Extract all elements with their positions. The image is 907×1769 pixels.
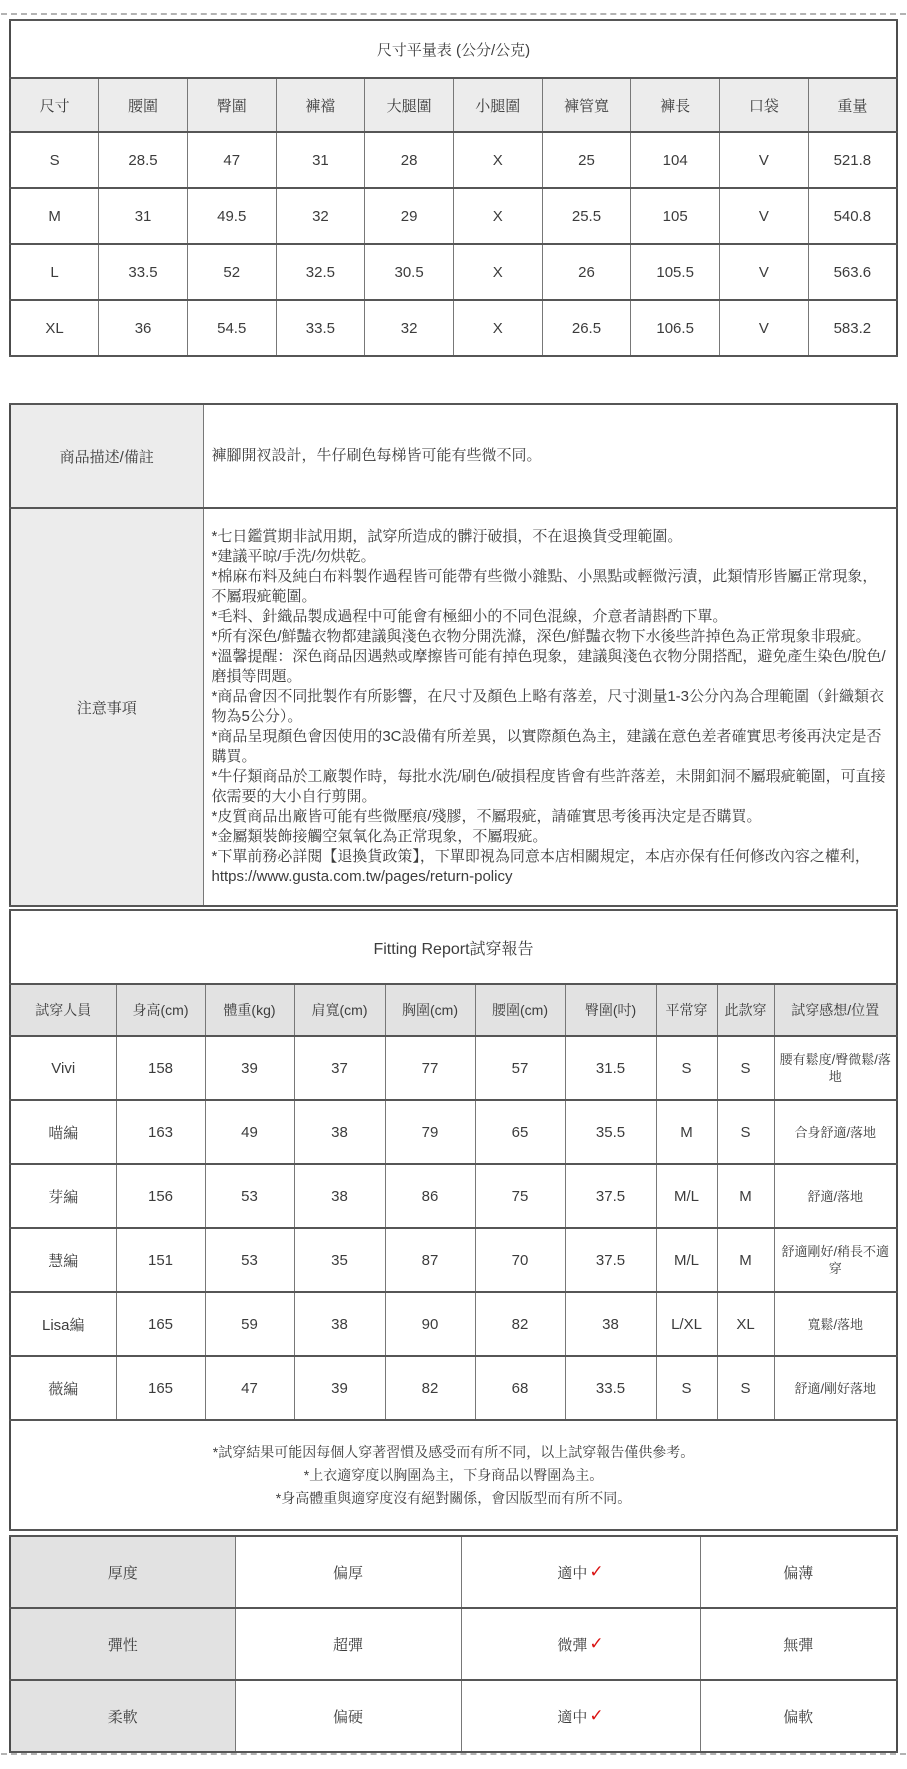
fitting-cell: 90 <box>385 1292 475 1356</box>
fitting-cell: M/L <box>656 1164 717 1228</box>
size-cell: V <box>720 244 809 300</box>
fitting-cell: 33.5 <box>565 1356 656 1420</box>
size-cell: 583.2 <box>808 300 897 356</box>
fitting-cell: 165 <box>116 1356 205 1420</box>
attribute-option <box>235 1608 461 1680</box>
notice-line: *所有深色/鮮豔衣物都建議與淺色衣物分開洗滌，深色/鮮豔衣物下水後些許掉色為正常現象非瑕疵。 <box>211 628 871 645</box>
size-cell: 106.5 <box>631 300 720 356</box>
size-cell: 31 <box>276 132 365 188</box>
size-cell: V <box>720 188 809 244</box>
fitting-feel-cell: 合身舒適/落地 <box>774 1100 897 1164</box>
notice-label: 注意事項 <box>10 508 203 906</box>
product-size-chart-page <box>0 13 907 1755</box>
size-column-header: 大腿圍 <box>365 78 454 132</box>
attribute-option-label: 偏厚 <box>332 1564 363 1582</box>
attribute-option-label: 超彈 <box>332 1636 363 1654</box>
fitting-cell: 82 <box>475 1292 565 1356</box>
size-table-row <box>10 188 897 244</box>
size-column-header: 臀圍 <box>187 78 276 132</box>
fitting-cell: S <box>656 1036 717 1100</box>
size-cell: 521.8 <box>808 132 897 188</box>
attribute-option-label: 偏硬 <box>332 1708 363 1726</box>
check-icon: ✓ <box>589 1633 604 1653</box>
fitting-cell: 37.5 <box>565 1164 656 1228</box>
fitting-cell: 68 <box>475 1356 565 1420</box>
top-divider <box>1 13 906 15</box>
size-column-header: 口袋 <box>720 78 809 132</box>
size-cell: 52 <box>187 244 276 300</box>
notice-line: *溫馨提醒：深色商品因遇熱或摩擦皆可能有掉色現象，建議與淺色衣物分開搭配，避免產生染色/脫色/磨損等問題。 <box>211 648 886 685</box>
fitting-cell: 57 <box>475 1036 565 1100</box>
size-measurement-table <box>9 19 898 357</box>
product-description-row <box>10 404 897 508</box>
fitting-cell: Vivi <box>10 1036 116 1100</box>
notice-line: *下單前務必詳閱【退換貨政策】，下單即視為同意本店相關規定，本店亦保有任何修改內容之權利， <box>211 848 870 865</box>
fitting-table-body <box>10 1036 897 1420</box>
fitting-cell: 65 <box>475 1100 565 1164</box>
fitting-cell: 156 <box>116 1164 205 1228</box>
fitting-cell: 芽編 <box>10 1164 116 1228</box>
size-cell: X <box>453 300 542 356</box>
size-cell: M <box>10 188 99 244</box>
fitting-cell: 53 <box>205 1164 294 1228</box>
size-cell: X <box>453 244 542 300</box>
size-table-header-row <box>10 78 897 132</box>
attribute-table <box>9 1535 898 1753</box>
size-cell: 105 <box>631 188 720 244</box>
check-icon: ✓ <box>589 1561 604 1581</box>
fitting-cell: 薇編 <box>10 1356 116 1420</box>
size-cell: 26 <box>542 244 631 300</box>
size-table-row <box>10 244 897 300</box>
size-cell: 49.5 <box>187 188 276 244</box>
fitting-cell: 163 <box>116 1100 205 1164</box>
attribute-row <box>10 1536 897 1608</box>
size-table-body <box>10 132 897 356</box>
fitting-table-row <box>10 1228 897 1292</box>
product-description-label: 商品描述/備註 <box>10 404 203 508</box>
fitting-cell: 75 <box>475 1164 565 1228</box>
attribute-row <box>10 1608 897 1680</box>
fitting-cell: 38 <box>294 1292 385 1356</box>
bottom-divider <box>1 1753 906 1755</box>
fitting-cell: 35 <box>294 1228 385 1292</box>
size-cell: 36 <box>99 300 188 356</box>
size-cell: 540.8 <box>808 188 897 244</box>
attribute-option-label: 微彈 <box>557 1636 588 1654</box>
fitting-column-header: 身高(cm) <box>116 984 205 1036</box>
attribute-table-body <box>10 1536 897 1752</box>
fitting-column-header: 胸圍(cm) <box>385 984 475 1036</box>
attribute-option <box>461 1680 700 1752</box>
size-cell: 54.5 <box>187 300 276 356</box>
size-cell: 105.5 <box>631 244 720 300</box>
size-column-header: 褲管寬 <box>542 78 631 132</box>
attribute-option-label: 適中 <box>557 1564 588 1582</box>
notice-line: *牛仔類商品於工廠製作時，每批水洗/刷色/破損程度皆會有些許落差，未開釦洞不屬瑕疵範圍，可直接依需要的大小自行剪開。 <box>211 768 886 805</box>
fitting-feel-cell: 腰有鬆度/臀微鬆/落地 <box>774 1036 897 1100</box>
size-column-header: 小腿圍 <box>453 78 542 132</box>
fitting-column-header: 臀圍(吋) <box>565 984 656 1036</box>
description-line: 褲腳開衩設計，牛仔刷色每梯皆可能有些微不同。 <box>211 447 542 464</box>
fitting-cell: 38 <box>294 1100 385 1164</box>
attribute-option <box>235 1536 461 1608</box>
fitting-feel-cell: 舒適/落地 <box>774 1164 897 1228</box>
fitting-cell: Lisa編 <box>10 1292 116 1356</box>
attribute-option-label: 偏軟 <box>783 1708 814 1726</box>
size-cell: 29 <box>365 188 454 244</box>
fitting-table-row <box>10 1164 897 1228</box>
fitting-cell: 49 <box>205 1100 294 1164</box>
content-sheet <box>9 19 898 1753</box>
notice-line: *棉麻布料及純白布料製作過程皆可能帶有些微小雜點、小黑點或輕微污漬，此類情形皆屬正常現象，不屬瑕疵範圍。 <box>211 568 878 605</box>
fitting-cell: 70 <box>475 1228 565 1292</box>
size-column-header: 重量 <box>808 78 897 132</box>
fitting-footnotes <box>10 1420 897 1530</box>
fitting-cell: 39 <box>294 1356 385 1420</box>
fitting-cell: 87 <box>385 1228 475 1292</box>
size-cell: 33.5 <box>276 300 365 356</box>
size-cell: V <box>720 132 809 188</box>
size-cell: 25 <box>542 132 631 188</box>
fitting-cell: S <box>717 1100 774 1164</box>
fitting-cell: 82 <box>385 1356 475 1420</box>
fitting-feel-cell: 舒適剛好/稍長不適穿 <box>774 1228 897 1292</box>
attribute-option-label: 適中 <box>557 1708 588 1726</box>
fitting-footnote: *身高體重與適穿度沒有絕對關係，會因版型而有所不同。 <box>275 1489 632 1506</box>
size-cell: 32 <box>276 188 365 244</box>
fitting-table-row <box>10 1292 897 1356</box>
size-column-header: 褲襠 <box>276 78 365 132</box>
fitting-cell: XL <box>717 1292 774 1356</box>
fitting-cell: 47 <box>205 1356 294 1420</box>
fitting-cell: L/XL <box>656 1292 717 1356</box>
notice-line: *建議平晾/手洗/勿烘乾。 <box>211 548 376 565</box>
fitting-column-header: 平常穿 <box>656 984 717 1036</box>
size-cell: 28.5 <box>99 132 188 188</box>
size-table-row <box>10 300 897 356</box>
attribute-label: 柔軟 <box>10 1680 235 1752</box>
fitting-column-header: 此款穿 <box>717 984 774 1036</box>
attribute-option <box>461 1536 700 1608</box>
attribute-option <box>461 1608 700 1680</box>
attribute-option-label: 無彈 <box>783 1636 814 1654</box>
size-cell: 32.5 <box>276 244 365 300</box>
fitting-cell: 79 <box>385 1100 475 1164</box>
attribute-option-label: 偏薄 <box>783 1564 814 1582</box>
fitting-cell: S <box>717 1036 774 1100</box>
fitting-footnote: *試穿結果可能因每個人穿著習慣及感受而有所不同，以上試穿報告僅供參考。 <box>212 1443 695 1460</box>
fitting-footnotes-row <box>10 1420 897 1530</box>
fitting-report-table <box>9 909 898 1531</box>
fitting-cell: 慧編 <box>10 1228 116 1292</box>
size-cell: S <box>10 132 99 188</box>
fitting-table-title-row <box>10 910 897 984</box>
size-cell: L <box>10 244 99 300</box>
size-cell: XL <box>10 300 99 356</box>
attribute-label: 厚度 <box>10 1536 235 1608</box>
description-notice-table <box>9 403 898 907</box>
fitting-table-row <box>10 1100 897 1164</box>
fitting-cell: 53 <box>205 1228 294 1292</box>
size-table-title-row <box>10 20 897 78</box>
fitting-cell: M <box>656 1100 717 1164</box>
fitting-cell: M <box>717 1164 774 1228</box>
notice-line: *金屬類裝飾接觸空氣氧化為正常現象，不屬瑕疵。 <box>211 828 548 845</box>
size-cell: V <box>720 300 809 356</box>
attribute-option <box>700 1608 897 1680</box>
fitting-cell: 37.5 <box>565 1228 656 1292</box>
fitting-table-row <box>10 1036 897 1100</box>
fitting-cell: S <box>717 1356 774 1420</box>
notice-content <box>203 508 897 906</box>
attribute-option <box>235 1680 461 1752</box>
attribute-option <box>700 1536 897 1608</box>
fitting-cell: 38 <box>294 1164 385 1228</box>
fitting-cell: 喵編 <box>10 1100 116 1164</box>
fitting-cell: M <box>717 1228 774 1292</box>
size-cell: 47 <box>187 132 276 188</box>
notice-line: *商品會因不同批製作有所影響，在尺寸及顏色上略有落差，尺寸測量1-3公分內為合理範圍（針織類衣物為5公分）。 <box>211 688 885 725</box>
size-table-row <box>10 132 897 188</box>
fitting-cell: 77 <box>385 1036 475 1100</box>
fitting-cell: 158 <box>116 1036 205 1100</box>
size-cell: 28 <box>365 132 454 188</box>
attribute-label: 彈性 <box>10 1608 235 1680</box>
attribute-option <box>700 1680 897 1752</box>
fitting-cell: 59 <box>205 1292 294 1356</box>
fitting-cell: S <box>656 1356 717 1420</box>
fitting-column-header: 體重(kg) <box>205 984 294 1036</box>
check-icon: ✓ <box>589 1705 604 1725</box>
product-description-content <box>203 404 897 508</box>
size-cell: 32 <box>365 300 454 356</box>
size-cell: 26.5 <box>542 300 631 356</box>
fitting-cell: 37 <box>294 1036 385 1100</box>
fitting-cell: 35.5 <box>565 1100 656 1164</box>
fitting-table-title: Fitting Report試穿報告 <box>10 910 897 984</box>
notice-line: *皮質商品出廠皆可能有些微壓痕/殘膠，不屬瑕疵，請確實思考後再決定是否購買。 <box>211 808 762 825</box>
fitting-cell: 39 <box>205 1036 294 1100</box>
size-cell: 31 <box>99 188 188 244</box>
fitting-cell: 31.5 <box>565 1036 656 1100</box>
notice-row <box>10 508 897 906</box>
size-column-header: 尺寸 <box>10 78 99 132</box>
fitting-feel-cell: 舒適/剛好落地 <box>774 1356 897 1420</box>
fitting-cell: M/L <box>656 1228 717 1292</box>
fitting-table-header-row <box>10 984 897 1036</box>
size-cell: X <box>453 132 542 188</box>
size-cell: 30.5 <box>365 244 454 300</box>
size-column-header: 褲長 <box>631 78 720 132</box>
fitting-column-header: 肩寬(cm) <box>294 984 385 1036</box>
notice-line: *商品呈現顏色會因使用的3C設備有所差異，以實際顏色為主，建議在意色差者確實思考後再決定是否購買。 <box>211 728 882 765</box>
size-table-title: 尺寸平量表 (公分/公克) <box>10 20 897 78</box>
size-cell: 33.5 <box>99 244 188 300</box>
size-cell: 104 <box>631 132 720 188</box>
attribute-row <box>10 1680 897 1752</box>
size-cell: X <box>453 188 542 244</box>
fitting-column-header: 試穿人員 <box>10 984 116 1036</box>
fitting-table-row <box>10 1356 897 1420</box>
fitting-cell: 38 <box>565 1292 656 1356</box>
fitting-column-header: 試穿感想/位置 <box>774 984 897 1036</box>
size-column-header: 腰圍 <box>99 78 188 132</box>
notice-line: *毛料、針織品製成過程中可能會有極細小的不同色混線，介意者請斟酌下單。 <box>211 608 728 625</box>
fitting-column-header: 腰圍(cm) <box>475 984 565 1036</box>
size-cell: 563.6 <box>808 244 897 300</box>
fitting-cell: 151 <box>116 1228 205 1292</box>
fitting-feel-cell: 寬鬆/落地 <box>774 1292 897 1356</box>
notice-line: *七日鑑賞期非試用期，試穿所造成的髒汙破損，不在退換貨受理範圍。 <box>211 528 683 545</box>
return-policy-url: https://www.gusta.com.tw/pages/return-policy <box>211 868 513 885</box>
fitting-cell: 165 <box>116 1292 205 1356</box>
size-cell: 25.5 <box>542 188 631 244</box>
fitting-cell: 86 <box>385 1164 475 1228</box>
fitting-footnote: *上衣適穿度以胸圍為主，下身商品以臀圍為主。 <box>303 1466 604 1483</box>
